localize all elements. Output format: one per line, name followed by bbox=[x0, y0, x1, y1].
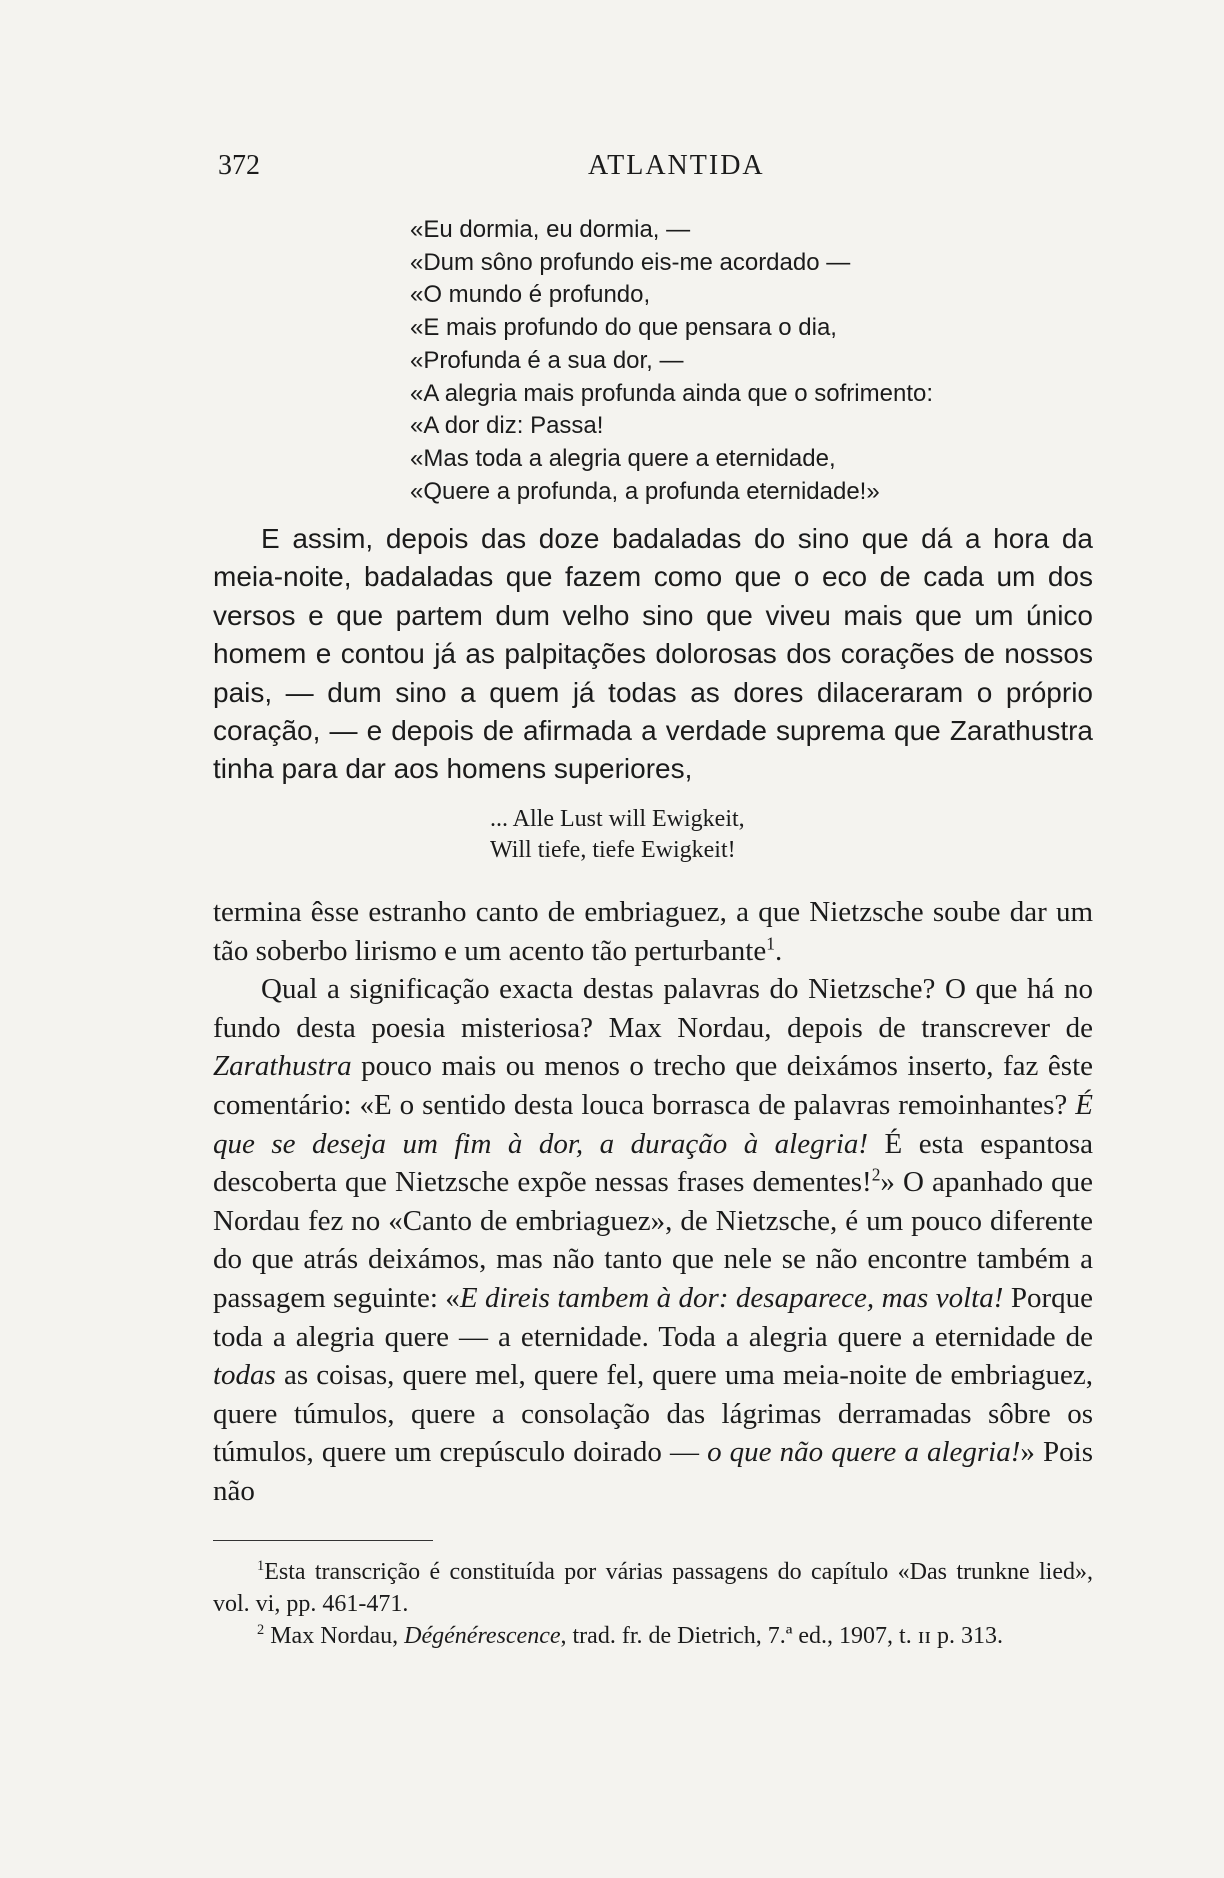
quote-line: Will tiefe, tiefe Ewigkeit! bbox=[490, 837, 736, 863]
journal-title: ATLANTIDA bbox=[588, 150, 765, 181]
poem-line: «Profunda é a sua dor, — bbox=[410, 346, 684, 374]
page-number: 372 bbox=[218, 150, 260, 181]
poem-line: «Quere a profunda, a profunda eternidade!» bbox=[410, 477, 880, 505]
paragraph-2-text: termina êsse estranho canto de embriaguez, a que Nietzsche soube dar um tão soberbo lirismo e um acento tão perturbante$^1$. bbox=[213, 896, 1093, 967]
footnote-divider bbox=[213, 1540, 433, 1541]
poem-line: «E mais profundo do que pensara o dia, bbox=[410, 314, 837, 342]
german-quote bbox=[490, 804, 1010, 866]
footnote-2: $^2$ Max Nordau, Dégénérescence, trad. fr. de Dietrich, 7.ª ed., 1907, t. ɪɪ p. 313. bbox=[257, 1622, 1004, 1649]
poem-line: «Mas toda a alegria quere a eternidade, bbox=[410, 444, 836, 472]
poem-line: «A alegria mais profunda ainda que o sofrimento: bbox=[410, 379, 933, 407]
paragraph-1-text: E assim, depois das doze badaladas do sino que dá a hora da meia-noite, badaladas que fazem como que o eco de cada um dos versos e que partem dum velho sino que viveu mais que um único homem e contou já as palpitações dolorosas dos corações de nossos pais, — dum sino a quem já todas as dores dilaceraram o próprio coração, — e depois de afirmada a verdade suprema que Zarathustra tinha para dar aos homens superiores, bbox=[213, 523, 1093, 785]
running-head bbox=[218, 150, 1098, 190]
poem-line: «O mundo é profundo, bbox=[410, 281, 651, 309]
paragraph-2 bbox=[213, 893, 1093, 1511]
poem-line: «Eu dormia, eu dormia, — bbox=[410, 216, 691, 243]
quote-line: ... Alle Lust will Ewigkeit, bbox=[490, 806, 745, 832]
footnote-ref-1: 1 bbox=[766, 932, 775, 953]
footnote-1: $^1$Esta transcrição é constituída por várias passagens do capítulo «Das trunkne lied», vol. vi, pp. 461-471. bbox=[213, 1558, 1093, 1617]
poem-block bbox=[410, 214, 1110, 508]
footnote-ref-2: 2 bbox=[871, 1164, 881, 1185]
poem-line: «Dum sôno profundo eis-me acordado — bbox=[410, 248, 851, 276]
paragraph-3-text: Qual a significação exacta destas palavras do Nietzsche? O que há no fundo desta poesia misteriosa? Max Nordau, depois de transcrever de Zarathustra pouco mais ou menos o trecho que deixámos inserto, faz êste comentário: «E o sentido desta louca borrasca de palavras remoinhantes? É que se deseja um fim à dor, a duração à alegria! É esta espantosa descoberta que Nietzsche expõe nessas frases dementes!$^2$» O apanhado que Nordau fez no «Canto de embriaguez», de Nietzsche, é um pouco diferente do que atrás deixámos, mas não tanto que nele se não encontre também a passagem seguinte: «E direis tambem à dor: desaparece, mas volta! Porque toda a alegria quere — a eternidade. Toda a alegria quere a eternidade de todas as coisas, quere mel, quere fel, quere uma meia-noite de embriaguez, quere túmulos, quere a consolação das lágrimas derramadas sôbre os túmulos, quere um crepúsculo doirado — o que não quere a alegria!» Pois não bbox=[213, 973, 1093, 1507]
paragraph-1 bbox=[213, 520, 1093, 789]
poem-line: «A dor diz: Passa! bbox=[410, 412, 604, 440]
footnotes bbox=[213, 1556, 1093, 1652]
